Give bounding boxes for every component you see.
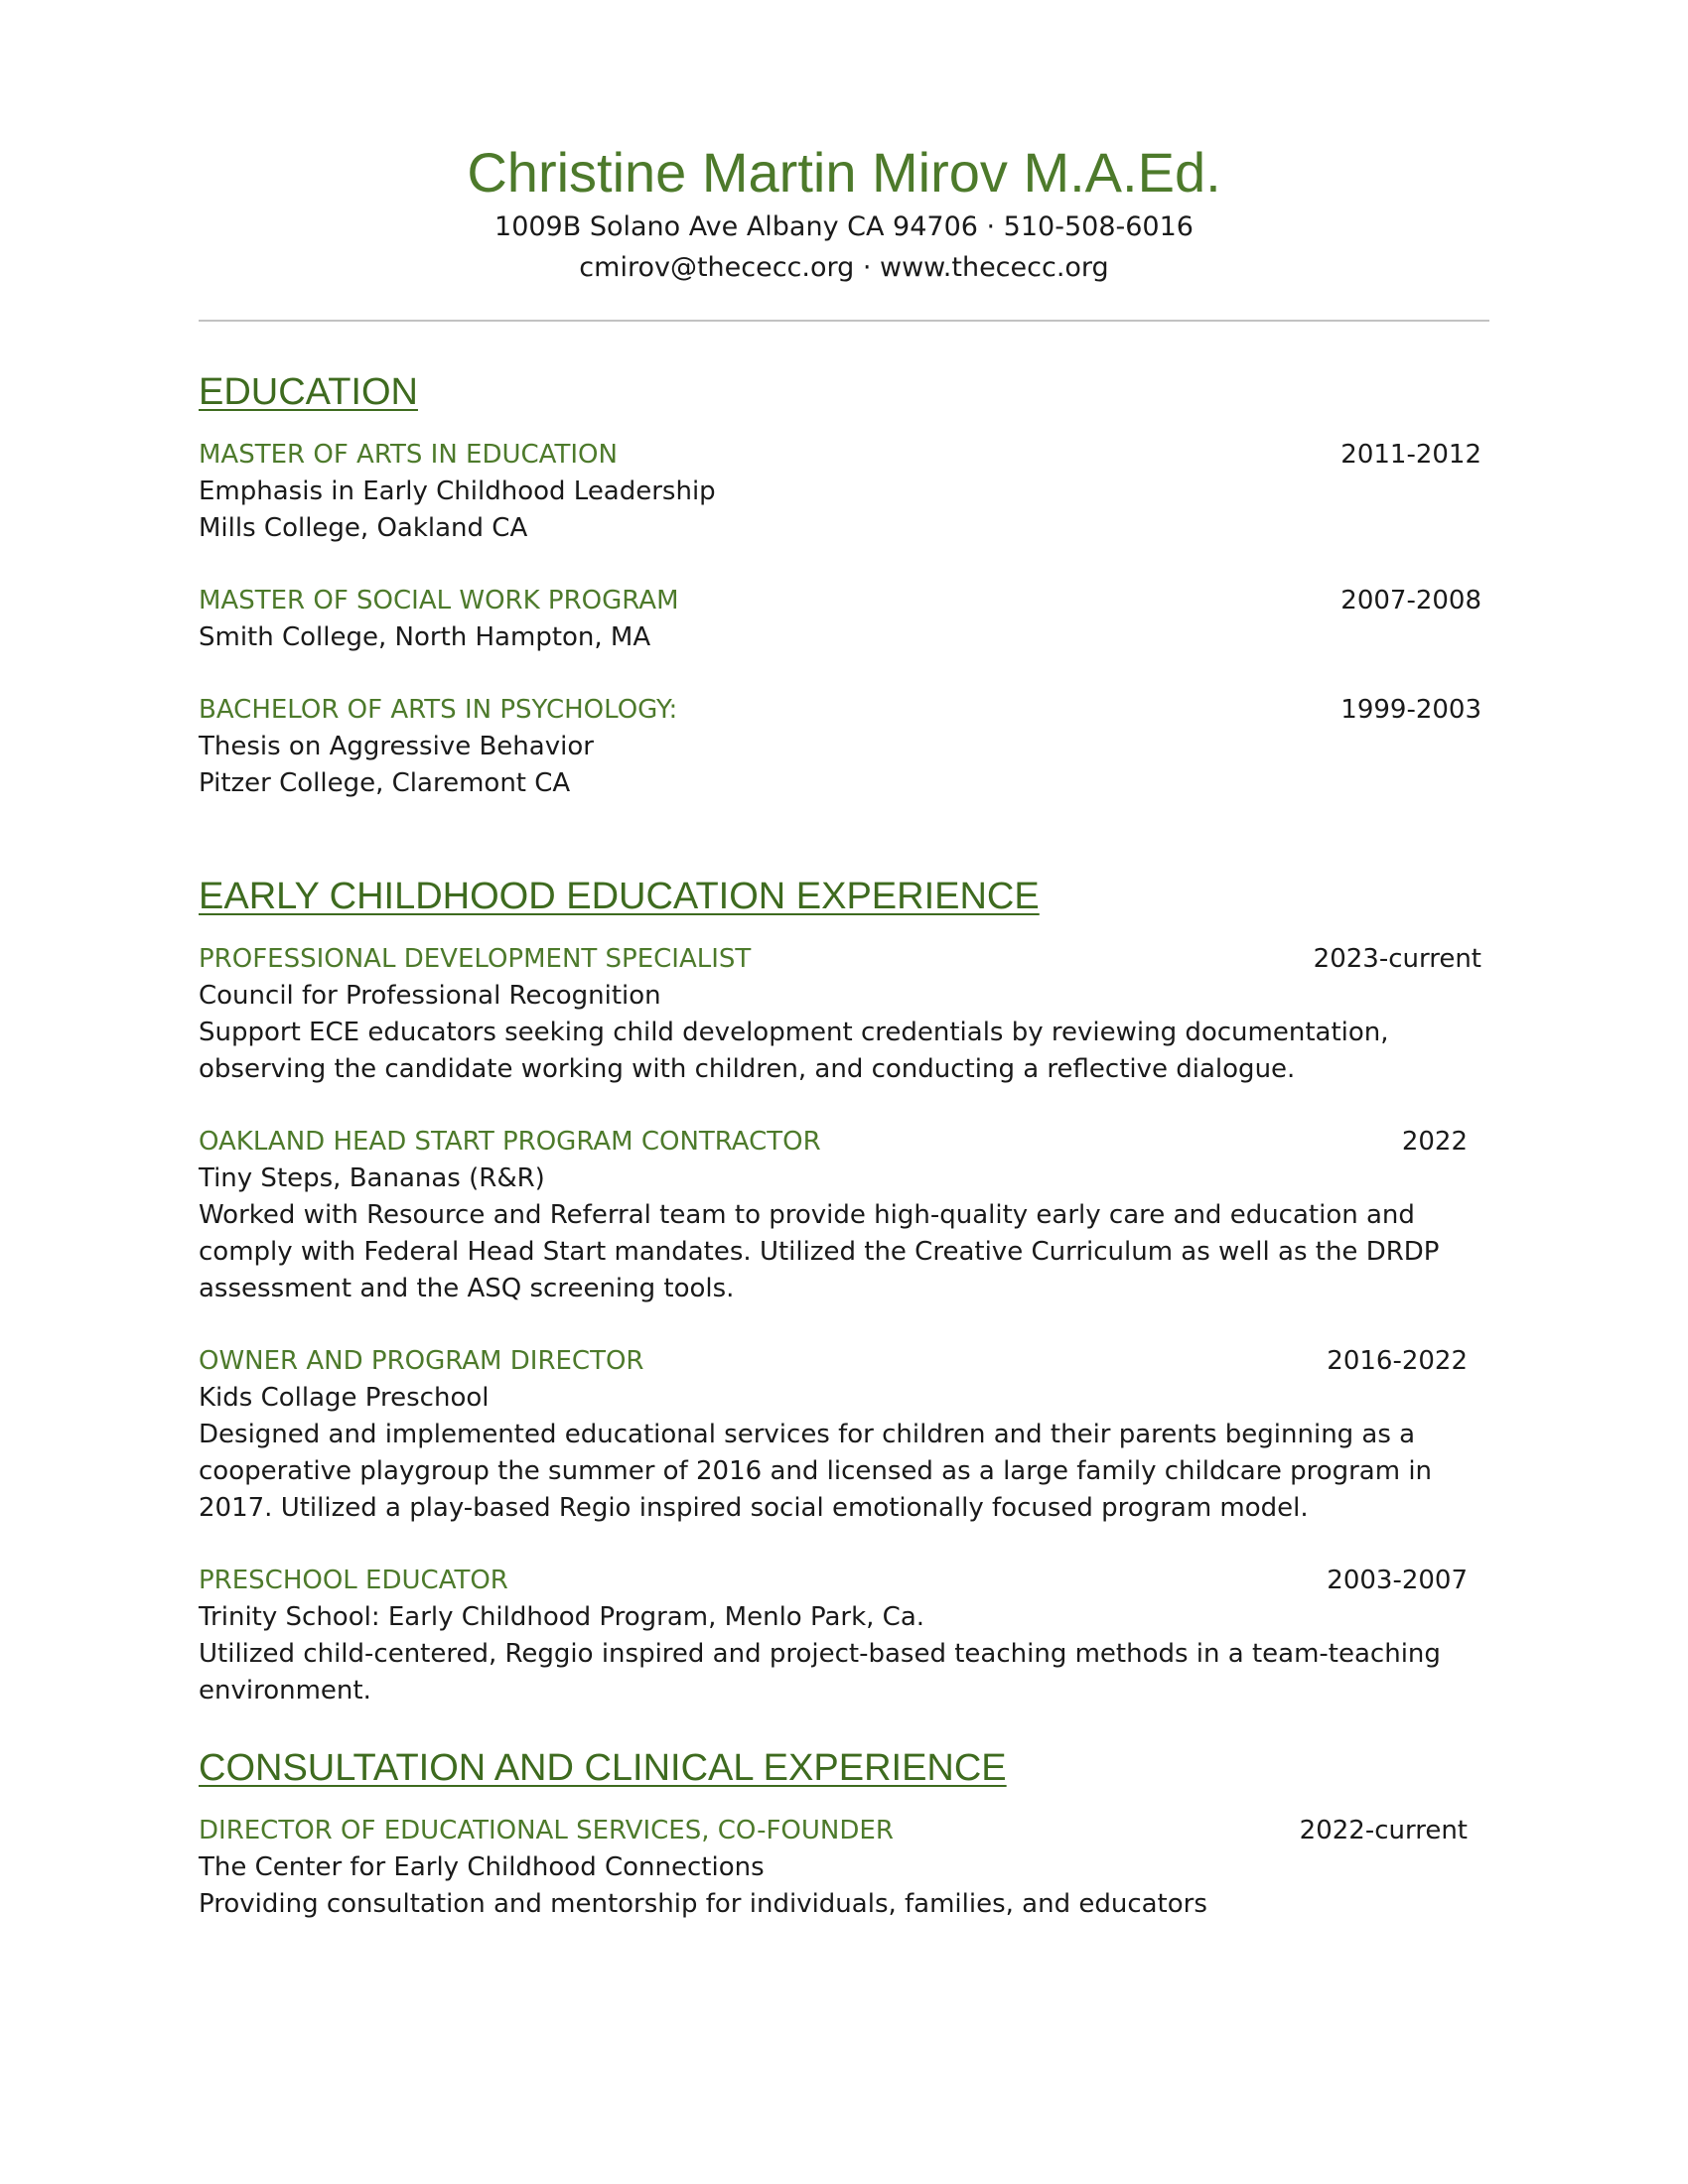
- applicant-name: Christine Martin Mirov M.A.Ed.: [467, 141, 1221, 204]
- header-divider: [199, 320, 1489, 322]
- job-entry: [199, 1124, 1489, 1307]
- job-organization: Kids Collage Preschool: [199, 1383, 490, 1413]
- job-organization: Trinity School: Early Childhood Program, Menlo Park, Ca.: [199, 1602, 925, 1632]
- job-title: OAKLAND HEAD START PROGRAM CONTRACTOR: [199, 1127, 821, 1157]
- job-description: Support ECE educators seeking child development credentials by reviewing documentation, observing the candidate working with children, and conducting a reflective dialogue.: [199, 1018, 1389, 1084]
- degree-detail: Emphasis in Early Childhood Leadership: [199, 477, 716, 506]
- degree-title: BACHELOR OF ARTS IN PSYCHOLOGY:: [199, 695, 678, 725]
- job-date: 2023-current: [1313, 944, 1481, 974]
- job-entry: [199, 1563, 1489, 1709]
- degree-date: 1999-2003: [1340, 695, 1481, 725]
- degree-date: 2011-2012: [1340, 440, 1481, 470]
- consultation-section: [199, 1745, 1489, 1923]
- job-title: PROFESSIONAL DEVELOPMENT SPECIALIST: [199, 944, 752, 974]
- education-entry: [199, 437, 1489, 547]
- education-section: [199, 369, 1489, 802]
- degree-institution: Pitzer College, Claremont CA: [199, 768, 571, 798]
- degree-detail: Thesis on Aggressive Behavior: [199, 732, 594, 761]
- job-date: 2016-2022: [1327, 1346, 1468, 1376]
- job-title: PRESCHOOL EDUCATOR: [199, 1566, 508, 1595]
- degree-institution: Mills College, Oakland CA: [199, 513, 528, 543]
- job-date: 2022: [1401, 1127, 1468, 1157]
- resume-page: [199, 0, 1489, 2184]
- job-description: Providing consultation and mentorship for individuals, families, and educators: [199, 1889, 1207, 1919]
- job-description: Utilized child-centered, Reggio inspired and project-based teaching methods in a team-teaching environment.: [199, 1639, 1441, 1706]
- job-date: 2022-current: [1299, 1816, 1468, 1845]
- education-entry: [199, 583, 1489, 656]
- consultation-heading: CONSULTATION AND CLINICAL EXPERIENCE: [199, 1747, 1007, 1789]
- job-organization: The Center for Early Childhood Connections: [199, 1852, 765, 1882]
- job-description: Designed and implemented educational services for children and their parents beginning as a cooperative playgroup the summer of 2016 and licensed as a large family childcare program in 2017. Utilized a play-based Regio inspired social emotionally focused program model.: [199, 1420, 1433, 1523]
- job-organization: Council for Professional Recognition: [199, 981, 661, 1011]
- degree-title: MASTER OF SOCIAL WORK PROGRAM: [199, 586, 679, 615]
- job-description: Worked with Resource and Referral team to provide high-quality early care and education and comply with Federal Head Start mandates. Utilized the Creative Curriculum as well as the DRDP assessment and the ASQ screening tools.: [199, 1200, 1440, 1303]
- job-date: 2003-2007: [1327, 1566, 1468, 1595]
- degree-title: MASTER OF ARTS IN EDUCATION: [199, 440, 618, 470]
- address-phone-line: 1009B Solano Ave Albany CA 94706 · 510-508-6016: [494, 211, 1194, 242]
- job-organization: Tiny Steps, Bananas (R&R): [199, 1163, 545, 1193]
- email-web-line: cmirov@thececc.org · www.thececc.org: [579, 252, 1109, 283]
- job-entry: [199, 1343, 1489, 1527]
- ece-experience-heading: EARLY CHILDHOOD EDUCATION EXPERIENCE: [199, 876, 1040, 917]
- job-title: OWNER AND PROGRAM DIRECTOR: [199, 1346, 644, 1376]
- resume-header: [199, 139, 1489, 288]
- degree-date: 2007-2008: [1340, 586, 1481, 615]
- job-entry: [199, 941, 1489, 1088]
- degree-institution: Smith College, North Hampton, MA: [199, 622, 651, 652]
- job-entry: [199, 1813, 1489, 1923]
- job-title: DIRECTOR OF EDUCATIONAL SERVICES, CO-FOUNDER: [199, 1816, 894, 1845]
- ece-experience-section: [199, 874, 1489, 1709]
- education-heading: EDUCATION: [199, 371, 418, 413]
- education-entry: [199, 692, 1489, 802]
